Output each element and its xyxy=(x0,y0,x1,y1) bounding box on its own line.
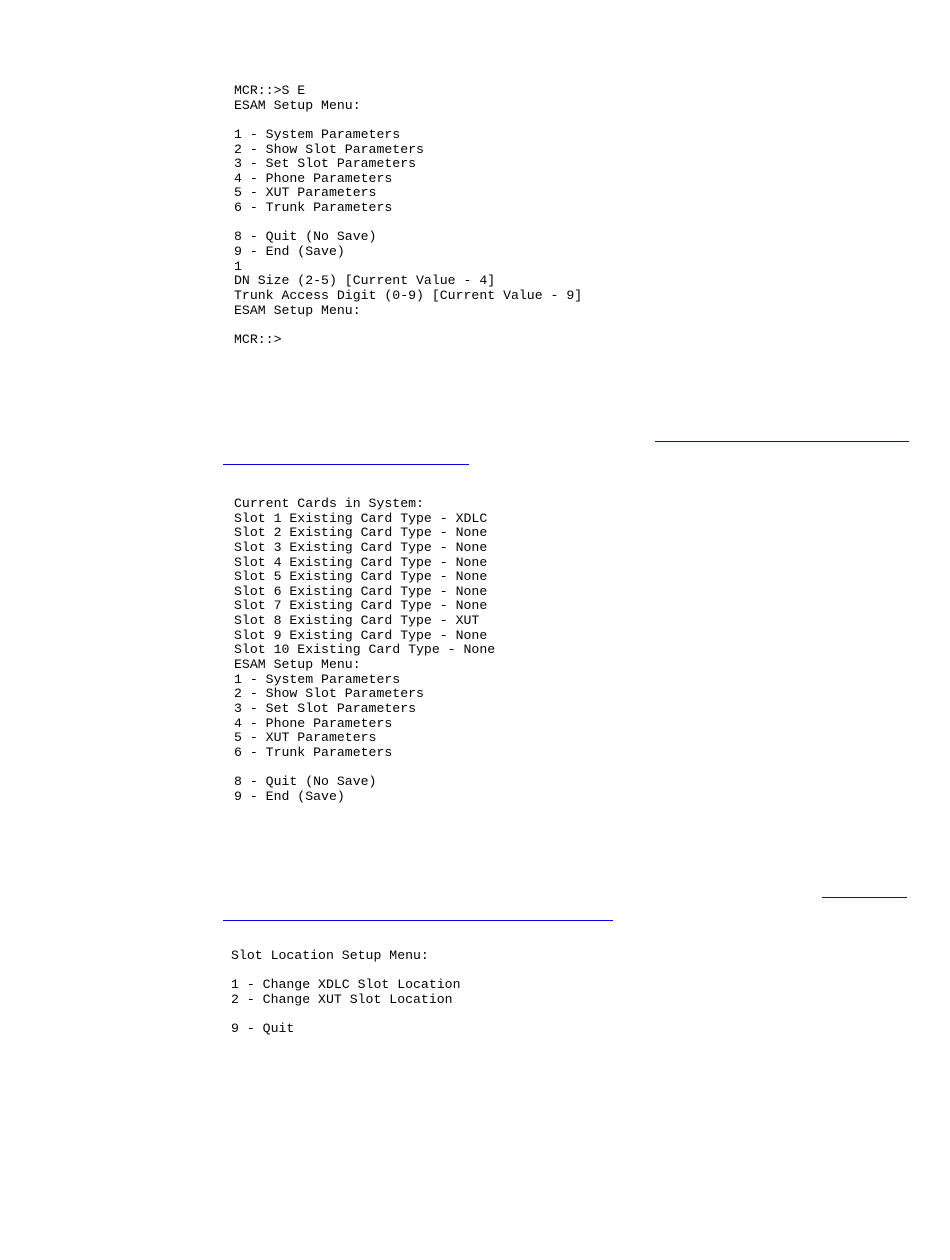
blank-line xyxy=(231,964,461,979)
hyperlink-underline[interactable] xyxy=(223,464,469,465)
terminal-line: 4 - Phone Parameters xyxy=(234,170,393,186)
blank-line xyxy=(231,1008,461,1023)
terminal-line: 4 - Phone Parameters xyxy=(234,715,393,731)
terminal-line: ESAM Setup Menu: xyxy=(234,302,361,318)
terminal-line: 9 - Quit xyxy=(231,1021,295,1037)
terminal-line: 9 - End (Save) xyxy=(234,244,345,260)
terminal-line: 2 - Show Slot Parameters xyxy=(234,141,424,157)
terminal-line: 1 xyxy=(234,258,242,274)
terminal-line: Slot 10 Existing Card Type - None xyxy=(234,642,496,658)
terminal-line: 6 - Trunk Parameters xyxy=(234,744,393,760)
terminal-line: 8 - Quit (No Save) xyxy=(234,774,377,790)
terminal-line: 1 - System Parameters xyxy=(234,126,401,142)
terminal-line: Slot 2 Existing Card Type - None xyxy=(234,525,488,541)
terminal-output-esam-setup xyxy=(234,84,582,348)
blank-line xyxy=(234,761,495,776)
terminal-output-slot-location-menu xyxy=(231,949,461,1037)
terminal-line: Current Cards in System: xyxy=(234,496,424,511)
terminal-line: Slot 6 Existing Card Type - None xyxy=(234,583,488,599)
terminal-line: DN Size (2-5) [Current Value - 4] xyxy=(234,273,496,289)
terminal-line: Slot 8 Existing Card Type - XUT xyxy=(234,613,480,629)
terminal-line: MCR::>S E xyxy=(234,83,306,98)
terminal-line: 1 - System Parameters xyxy=(234,671,401,687)
terminal-line: ESAM Setup Menu: xyxy=(234,97,361,113)
terminal-line: 2 - Show Slot Parameters xyxy=(234,686,424,702)
terminal-line: 9 - End (Save) xyxy=(234,788,345,804)
blank-line xyxy=(234,318,582,333)
blank-line xyxy=(234,113,582,128)
terminal-output-current-cards xyxy=(234,497,495,804)
terminal-line: Trunk Access Digit (0-9) [Current Value - 9] xyxy=(234,287,583,303)
terminal-line: ESAM Setup Menu: xyxy=(234,657,361,673)
terminal-line: 5 - XUT Parameters xyxy=(234,185,377,201)
terminal-line: Slot 5 Existing Card Type - None xyxy=(234,569,488,585)
hyperlink-underline[interactable] xyxy=(655,441,909,442)
terminal-line: 3 - Set Slot Parameters xyxy=(234,700,417,716)
terminal-line: 2 - Change XUT Slot Location xyxy=(231,991,453,1007)
terminal-line: Slot Location Setup Menu: xyxy=(231,948,429,963)
blank-line xyxy=(234,216,582,231)
terminal-line: Slot 4 Existing Card Type - None xyxy=(234,554,488,570)
terminal-line: 3 - Set Slot Parameters xyxy=(234,156,417,172)
hyperlink-underline[interactable] xyxy=(822,897,907,898)
terminal-line: 6 - Trunk Parameters xyxy=(234,200,393,216)
terminal-line: Slot 9 Existing Card Type - None xyxy=(234,627,488,643)
terminal-line: 1 - Change XDLC Slot Location xyxy=(231,977,461,993)
terminal-line: Slot 3 Existing Card Type - None xyxy=(234,539,488,555)
terminal-line: Slot 7 Existing Card Type - None xyxy=(234,598,488,614)
terminal-line: Slot 1 Existing Card Type - XDLC xyxy=(234,510,488,526)
terminal-line: 8 - Quit (No Save) xyxy=(234,229,377,245)
terminal-line: 5 - XUT Parameters xyxy=(234,730,377,746)
terminal-line: MCR::> xyxy=(234,331,282,347)
hyperlink-underline[interactable] xyxy=(223,920,613,921)
